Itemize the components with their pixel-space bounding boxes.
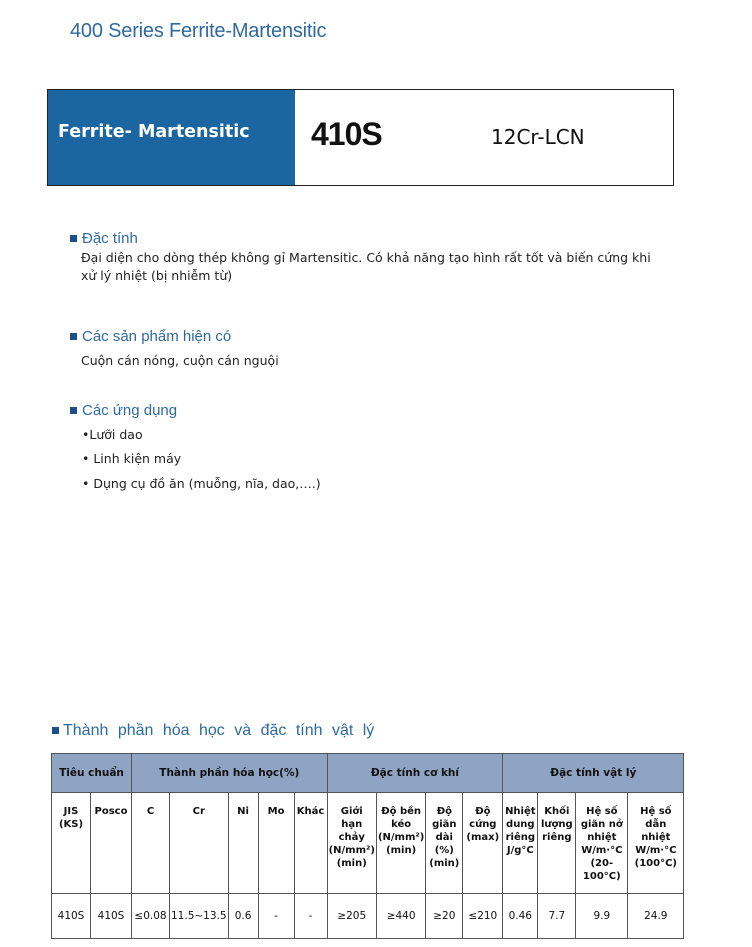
- application-item: •Lưỡi dao: [82, 427, 143, 442]
- section-applications-heading: [70, 402, 177, 419]
- application-item: • Dụng cụ đồ ăn (muỗng, nĩa, dao,….): [82, 476, 321, 491]
- column-header: Độ giãn dài (%) (min): [426, 793, 463, 894]
- square-bullet-icon: [70, 235, 77, 242]
- column-header: Độ cứng (max): [463, 793, 503, 894]
- table-cell: ≥20: [426, 894, 463, 939]
- column-header: Ni: [228, 793, 258, 894]
- grade-banner: [47, 89, 674, 186]
- column-header: JIS (KS): [52, 793, 91, 894]
- section-title: Các ứng dụng: [82, 402, 178, 419]
- table-cell: 9.9: [576, 894, 628, 939]
- column-header: Cr: [170, 793, 229, 894]
- column-header: Giới hạn chảy (N/mm²) (min): [327, 793, 376, 894]
- table-group-header-row: [52, 754, 684, 793]
- properties-table: [51, 753, 684, 939]
- table-cell: -: [294, 894, 327, 939]
- table-cell: 7.7: [538, 894, 576, 939]
- section-title: Đặc tính: [82, 230, 138, 247]
- series-title: 400 Series Ferrite-Martensitic: [70, 20, 327, 42]
- square-bullet-icon: [52, 727, 59, 734]
- table-cell: ≤0.08: [132, 894, 170, 939]
- table-cell: 410S: [52, 894, 91, 939]
- table-cell: 0.6: [228, 894, 258, 939]
- column-header: Nhiệt dung riêng J/g°C: [503, 793, 538, 894]
- section-products-heading: [70, 328, 231, 345]
- square-bullet-icon: [70, 333, 77, 340]
- products-text: Cuộn cán nóng, cuộn cán nguội: [81, 353, 279, 368]
- table-cell: 410S: [91, 894, 132, 939]
- table-row: [52, 894, 684, 939]
- characteristics-text: Đại diện cho dòng thép không gỉ Martensitic. Có khả năng tạo hình rất tốt và biến cứng khi xử lý nhiệt (bị nhiễm từ): [81, 250, 651, 283]
- section-title: Các sản phẩm hiện có: [82, 328, 232, 345]
- table-cell: ≤210: [463, 894, 503, 939]
- table-cell: 11.5~13.5: [170, 894, 229, 939]
- application-item: • Linh kiện máy: [82, 451, 182, 466]
- table-cell: 24.9: [628, 894, 684, 939]
- column-header: Hệ số dẫn nhiệt W/m·°C (100°C): [628, 793, 684, 894]
- section-characteristics-heading: [70, 230, 138, 247]
- grade-name: 410S: [311, 116, 382, 152]
- table-cell: ≥440: [376, 894, 425, 939]
- column-header: Mo: [258, 793, 294, 894]
- table-cell: ≥205: [327, 894, 376, 939]
- table-cell: 0.46: [503, 894, 538, 939]
- column-header: Độ bền kéo (N/mm²) (min): [376, 793, 425, 894]
- table-column-header-row: [52, 793, 684, 894]
- grade-alt-name: 12Cr-LCN: [491, 125, 585, 149]
- group-header-standard: Tiêu chuẩn: [52, 754, 132, 793]
- square-bullet-icon: [70, 407, 77, 414]
- column-header: C: [132, 793, 170, 894]
- column-header: Hệ số giãn nở nhiệt W/m·°C (20-100°C): [576, 793, 628, 894]
- banner-category-panel: [48, 90, 295, 185]
- column-header: Khối lượng riêng: [538, 793, 576, 894]
- table-title: Thành phần hóa học và đặc tính vật lý: [63, 722, 375, 739]
- group-header-chemistry: Thành phần hóa học(%): [132, 754, 328, 793]
- banner-category: Ferrite- Martensitic: [58, 122, 250, 142]
- column-header: Khác: [294, 793, 327, 894]
- group-header-mechanical: Đặc tính cơ khí: [327, 754, 503, 793]
- table-heading: [52, 722, 374, 740]
- group-header-physical: Đặc tính vật lý: [503, 754, 684, 793]
- column-header: Posco: [91, 793, 132, 894]
- table-cell: -: [258, 894, 294, 939]
